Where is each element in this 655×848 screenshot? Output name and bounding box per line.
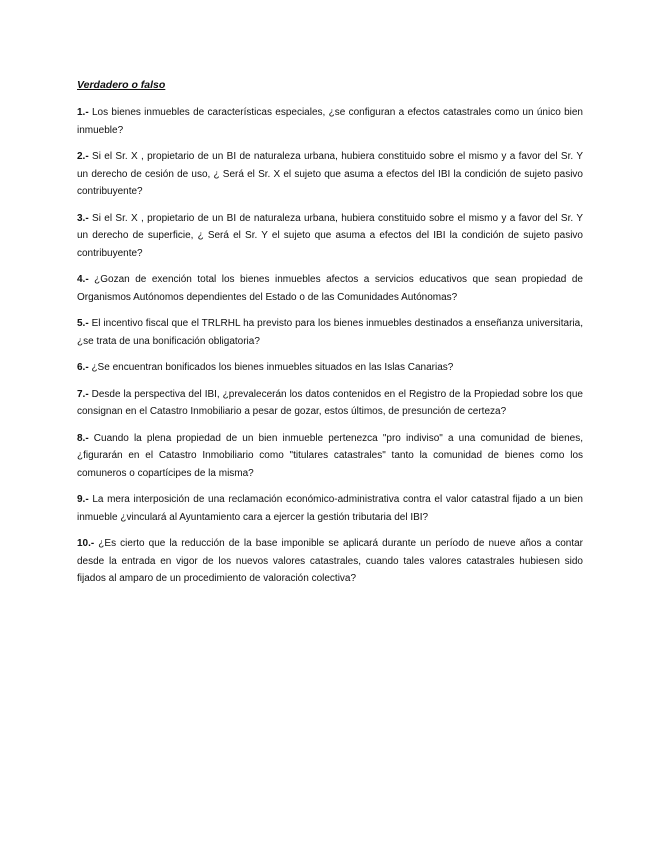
question-text: Cuando la plena propiedad de un bien inmueble pertenezca "pro indiviso" a una comunidad de bienes, ¿figurarán en el Catastro Inmobiliario como "titulares catastrales" tanto la comunidad de bienes como los comuneros o copartícipes de la misma?: [77, 432, 583, 479]
question-text: Si el Sr. X , propietario de un BI de naturaleza urbana, hubiera constituido sobre el mismo y a favor del Sr. Y un derecho de cesión de uso, ¿ Será el Sr. X el sujeto que asuma a efectos del IBI la condición de sujeto pasivo contribuyente?: [77, 151, 583, 197]
question-text: Desde la perspectiva del IBI, ¿prevalecerán los datos contenidos en el Registro de la Propiedad sobre los que consignan en el Catastro Inmobiliario a pesar de gozar, estos últimos, de presunción de certeza?: [77, 388, 583, 417]
question-number: 4.-: [77, 274, 89, 285]
question-number: 5.-: [77, 318, 89, 329]
question-number: 3.-: [77, 212, 89, 224]
question-text: ¿Gozan de exención total los bienes inmuebles afectos a servicios educativos que sean propiedad de Organismos Autónomos dependientes del Estado o de las Comunidades Autónomas?: [77, 274, 583, 303]
document-page: [77, 78, 583, 597]
question-item: [77, 104, 583, 139]
question-number: 2.-: [77, 151, 89, 162]
question-number: 8.-: [77, 432, 89, 444]
question-number: 10.-: [77, 538, 95, 549]
question-item: [77, 430, 583, 483]
question-item: [77, 315, 583, 350]
question-number: 9.-: [77, 494, 89, 505]
question-item: [77, 386, 583, 421]
question-text: Si el Sr. X , propietario de un BI de naturaleza urbana, hubiera constituido sobre el mismo y a favor del Sr. Y un derecho de superficie, ¿ Será el Sr. Y el sujeto que asuma a efectos del IBI la condición de sujeto pasivo contribuyente?: [77, 212, 583, 259]
question-item: [77, 271, 583, 306]
question-item: [77, 359, 583, 377]
question-item: [77, 148, 583, 201]
question-text: ¿Es cierto que la reducción de la base imponible se aplicará durante un período de nueve años a contar desde la entrada en vigor de los nuevos valores catastrales, cuando tales valores catastrales hubiesen sido fijados al amparo de un procedimiento de valoración colectiva?: [77, 538, 583, 584]
question-text: Los bienes inmuebles de características especiales, ¿se configuran a efectos catastrales como un único bien inmueble?: [77, 107, 583, 136]
question-text: La mera interposición de una reclamación económico-administrativa contra el valor catastral fijado a un bien inmueble ¿vinculará al Ayuntamiento cara a ejercer la gestión tributaria del IBI?: [77, 494, 583, 523]
question-number: 1.-: [77, 107, 89, 118]
question-item: [77, 210, 583, 263]
page-title: Verdadero o falso: [77, 79, 166, 91]
question-text: ¿Se encuentran bonificados los bienes inmuebles situados en las Islas Canarias?: [88, 362, 454, 373]
question-item: [77, 491, 583, 526]
question-text: El incentivo fiscal que el TRLRHL ha previsto para los bienes inmuebles destinados a enseñanza universitaria, ¿se trata de una bonificación obligatoria?: [77, 318, 583, 347]
question-number: 7.-: [77, 388, 89, 400]
question-number: 6.-: [77, 362, 89, 373]
question-item: [77, 535, 583, 588]
